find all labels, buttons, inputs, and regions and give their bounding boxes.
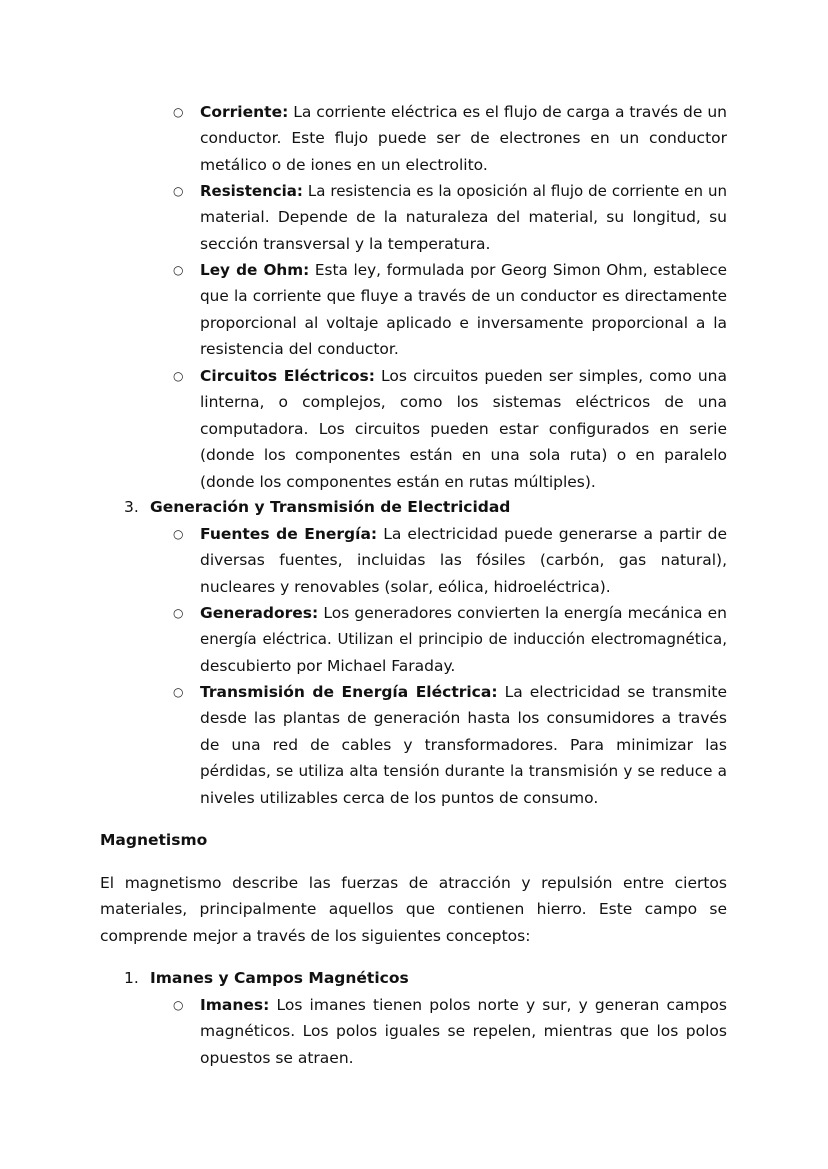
section-heading-magnetismo: Magnetismo — [100, 831, 208, 849]
term-resistencia: Resistencia: — [200, 182, 303, 200]
term-corriente: Corriente: — [200, 103, 289, 121]
list-item-ley-de-ohm: ○ Ley de Ohm: Esta ley, formulada por Georg Simon Ohm, establece que la corriente que fluye a través de un conductor es directamente proporcional al voltaje aplicado e inversamente proporcional a la resistencia del conductor. — [200, 257, 727, 363]
list-item-transmision: ○ Transmisión de Energía Eléctrica: La electricidad se transmite desde las plantas de generación hasta los consumidores a través de una red de cables y transformadores. Para minimizar las pérdidas, se utiliza alta tensión durante la transmisión y se reduce a niveles utilizables cerca de los puntos de consumo. — [200, 679, 727, 811]
magnetism-intro-paragraph: El magnetismo describe las fuerzas de atracción y repulsión entre ciertos materiales, principalmente aquellos que contienen hierro. Este campo se comprende mejor a través de los siguientes conceptos: — [100, 874, 727, 945]
term-circuitos-electricos: Circuitos Eléctricos: — [200, 367, 375, 385]
list-item-fuentes-de-energia: ○ Fuentes de Energía: La electricidad puede generarse a partir de diversas fuentes, incluidas las fósiles (carbón, gas natural), nucleares y renovables (solar, eólica, hidroeléctrica). — [200, 521, 727, 600]
numbered-heading-imanes — [124, 965, 409, 991]
hollow-bullet-icon: ○ — [173, 685, 184, 699]
term-ley-de-ohm: Ley de Ohm: — [200, 261, 310, 279]
list-heading-title: Generación y Transmisión de Electricidad — [150, 498, 511, 516]
list-number: 3. — [124, 498, 139, 516]
term-generadores: Generadores: — [200, 604, 319, 622]
hollow-bullet-icon: ○ — [173, 606, 184, 620]
hollow-bullet-icon: ○ — [173, 184, 184, 198]
list-item-generadores: ○ Generadores: Los generadores convierten la energía mecánica en energía eléctrica. Utilizan el principio de inducción electromagnética, descubierto por Michael Faraday. — [200, 600, 727, 679]
list-heading-title: Imanes y Campos Magnéticos — [150, 969, 409, 987]
hollow-bullet-icon: ○ — [173, 998, 184, 1012]
hollow-bullet-icon: ○ — [173, 105, 184, 119]
hollow-bullet-icon: ○ — [173, 527, 184, 541]
list-number: 1. — [124, 969, 139, 987]
list-item-corriente: ○ Corriente: La corriente eléctrica es el flujo de carga a través de un conductor. Este flujo puede ser de electrones en un conductor metálico o de iones en un electrolito. — [200, 99, 727, 178]
list-item-circuitos-electricos: ○ Circuitos Eléctricos: Los circuitos pueden ser simples, como una linterna, o complejos, como los sistemas eléctricos de una computadora. Los circuitos pueden estar configurados en serie (donde los componentes están en una sola ruta) o en paralelo (donde los componentes están en rutas múltiples). — [200, 363, 727, 495]
term-imanes: Imanes: — [200, 996, 270, 1014]
list-item-imanes: ○ Imanes: Los imanes tienen polos norte y sur, y generan campos magnéticos. Los polos iguales se repelen, mientras que los polos opuestos se atraen. — [200, 992, 727, 1071]
term-fuentes-de-energia: Fuentes de Energía: — [200, 525, 378, 543]
hollow-bullet-icon: ○ — [173, 369, 184, 383]
list-item-resistencia: ○ Resistencia: La resistencia es la oposición al flujo de corriente en un material. Depende de la naturaleza del material, su longitud, su sección transversal y la temperatura. — [200, 178, 727, 257]
hollow-bullet-icon: ○ — [173, 263, 184, 277]
numbered-heading-generacion — [124, 494, 511, 520]
term-transmision: Transmisión de Energía Eléctrica: — [200, 683, 498, 701]
